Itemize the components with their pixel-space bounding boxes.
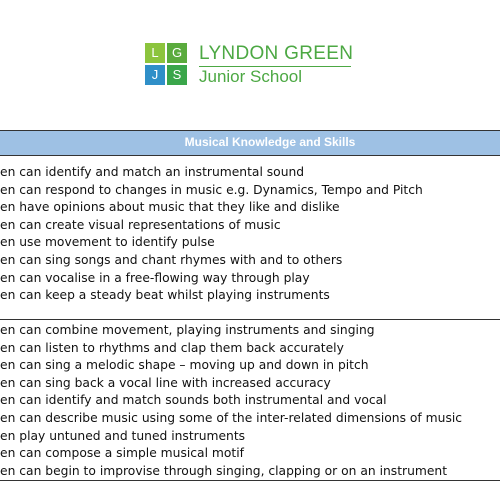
logo-letter-l: L (145, 43, 165, 63)
skill-row: en can sing back a vocal line with increased accuracy (0, 375, 331, 390)
skill-row: en can begin to improvise through singing, clapping or on an instrument (0, 463, 448, 478)
table-header (0, 130, 500, 156)
section-bottom-rule (0, 480, 500, 481)
school-name: LYNDON GREEN (199, 43, 354, 64)
skill-row: en can sing a melodic shape – moving up and down in pitch (0, 358, 369, 373)
skill-row: en can compose a simple musical motif (0, 446, 244, 461)
skills-section-1 (0, 164, 500, 305)
school-subtitle: Junior School (199, 67, 303, 86)
skill-row: en can describe music using some of the inter-related dimensions of music (0, 410, 463, 425)
skill-row: en have opinions about music that they like and dislike (0, 200, 340, 215)
skill-row: en can respond to changes in music e.g. Dynamics, Tempo and Pitch (0, 182, 423, 197)
logo-letter-j: J (145, 65, 165, 85)
skill-row: en can create visual representations of music (0, 217, 281, 232)
school-logo (145, 43, 355, 88)
logo-mark (145, 43, 187, 85)
logo-letter-s: S (167, 65, 187, 85)
section-divider (0, 319, 500, 320)
skill-row: en can identify and match sounds both instrumental and vocal (0, 393, 387, 408)
skill-row: en can identify and match an instrumental sound (0, 165, 305, 179)
skills-section-2 (0, 322, 500, 480)
table-header-title: Musical Knowledge and Skills (184, 135, 356, 149)
skill-row: en can listen to rhythms and clap them back accurately (0, 340, 344, 355)
skill-row: en play untuned and tuned instruments (0, 428, 246, 443)
skill-row: en can vocalise in a free-flowing way through play (0, 270, 310, 285)
skill-row: en can combine movement, playing instruments and singing (0, 323, 375, 337)
skill-row: en use movement to identify pulse (0, 235, 215, 250)
skill-row: en can sing songs and chant rhymes with and to others (0, 252, 343, 267)
skill-row: en can keep a steady beat whilst playing instruments (0, 288, 330, 303)
logo-letter-g: G (167, 43, 187, 63)
